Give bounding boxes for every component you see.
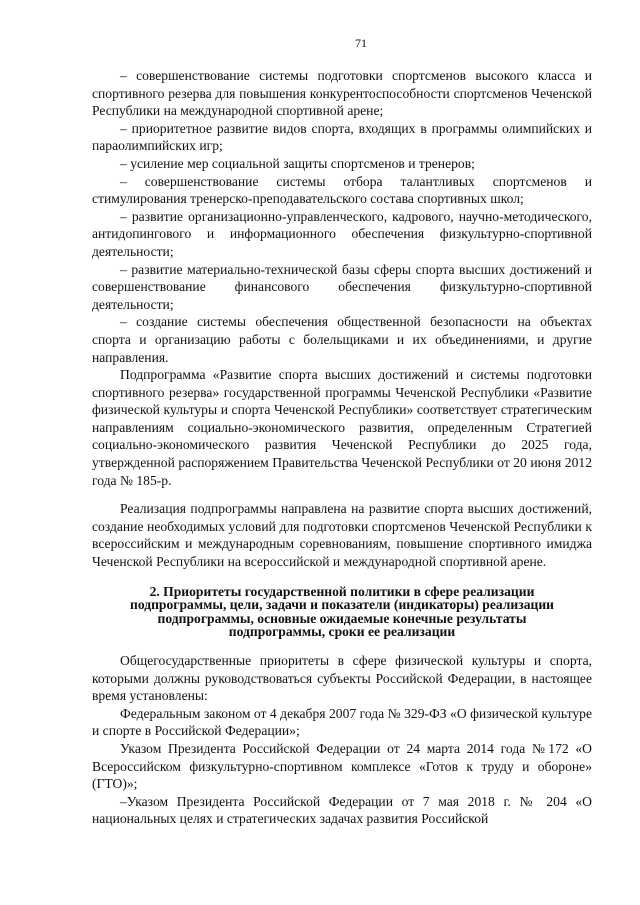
list-item: – приоритетное развитие видов спорта, входящих в программы олимпийских и параолимпийских игр; [92,120,592,154]
body-paragraph: Федеральным законом от 4 декабря 2007 года № 329-ФЗ «О физической культуре и спорте в Российской Федерации»; [92,705,592,739]
section-heading [92,585,592,639]
list-item: – развитие организационно-управленческого, кадрового, научно-методического, антидопингового и информационного обеспечения физкультурно-спортивной деятельности; [92,208,592,259]
body-paragraph: –Указом Президента Российской Федерации от 7 мая 2018 г. № 204 «О национальных целях и стратегических задачах развития Российской [92,793,592,827]
heading-line: подпрограммы, основные ожидаемые конечные результаты [157,610,527,626]
body-paragraph: Подпрограмма «Развитие спорта высших достижений и системы подготовки спортивного резерва» государственной программы Чеченской Республики «Развитие физической культуры и спорта Чеченской Республики» соответствует стратегическим направлениям социально-экономического развития, определенным Стратегией социально-экономического развития Чеченской Республики до 2025 года, утвержденной распоряжением Правительства Чеченской Республики от 20 июня 2012 года № 185-р. [92,367,592,488]
body-paragraph: Указом Президента Российской Федерации от 24 марта 2014 года №172 «О Всероссийском физкультурно-спортивном комплексе «Готов к труду и обороне» (ГТО)»; [92,740,592,792]
list-item: – создание системы обеспечения общественной безопасности на объектах спорта и организацию работы с болельщиками и их объединениями, и другие направления. [92,314,592,365]
list-item: – усиление мер социальной защиты спортсменов и тренеров; [120,155,475,171]
heading-line: подпрограммы, сроки ее реализации [228,624,456,640]
body-paragraph: Реализация подпрограммы направлена на развитие спорта высших достижений, создание необходимых условий для подготовки спортсменов Чеченской Республики к всероссийским и международным соревнованиям, повышение спортивного имиджа Чеченской Республики на всероссийской и международной спортивной арене. [92,501,592,570]
list-item: – совершенствование системы подготовки спортсменов высокого класса и спортивного резерва для повышения конкурентоспособности спортсменов Чеченской Республики на международной спортивной арене; [92,68,592,119]
list-item: – совершенствование системы отбора талантливых спортсменов и стимулирования тренерско-преподавательского состава спортивных школ; [92,173,592,207]
list-item: – развитие материально-технической базы сферы спорта высших достижений и совершенствование финансового обеспечения физкультурно-спортивной деятельности; [92,261,592,312]
heading-line: 2. Приоритеты государственной политики в сфере реализации [149,583,535,599]
page-number: 71 [355,36,367,50]
body-paragraph: Общегосударственные приоритеты в сфере физической культуры и спорта, которыми должны руководствоваться субъекты Российской Федерации, в настоящее время установлены: [92,653,592,704]
heading-line: подпрограммы, цели, задачи и показатели (индикаторы) реализации [129,597,555,613]
